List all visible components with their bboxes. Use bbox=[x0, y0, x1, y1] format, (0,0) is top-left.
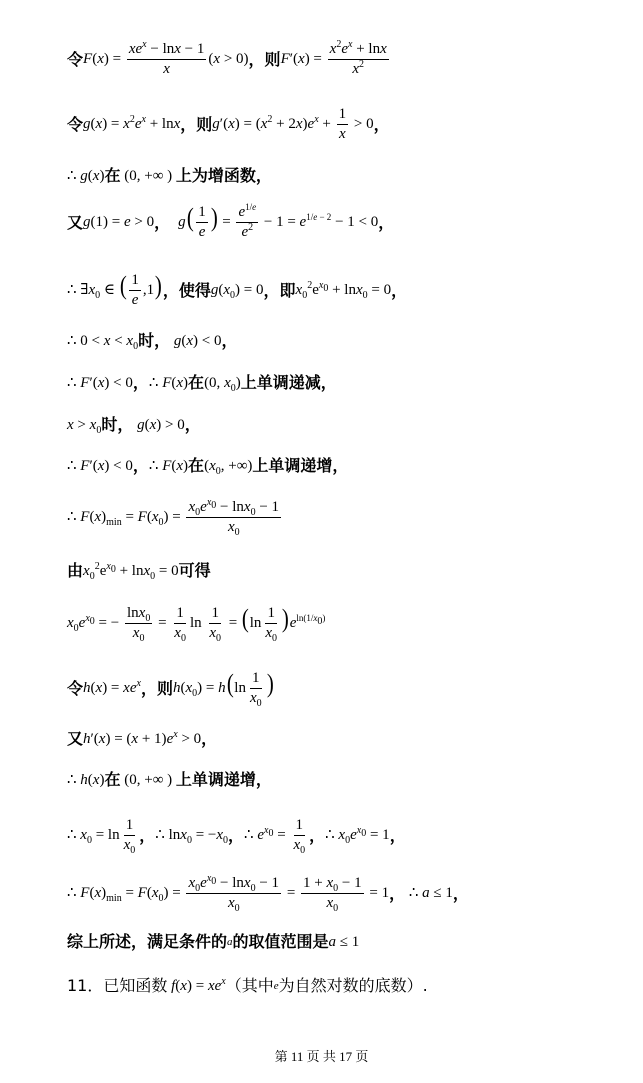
formula-F-prime: F′(x) = $\frac{x^2e^x + \ln x}{x^2}$ bbox=[280, 39, 387, 77]
line-6: ∴ $0 < x < x_0$ 时 ， g(x) < 0 ， bbox=[67, 331, 238, 352]
line-2-define-g: 令 $g(x) = x^2e^x + \ln x$ ， 则 $g'(x) = (x^2 + 2x)e^x$ + $\frac{1}{x}$ > 0 ， bbox=[67, 106, 390, 142]
line-13-define-h: 令 $h(x) = xe^x$ ， 则 $h(x_0) = h(\ln$ $\frac{1}{x_0}$ ) bbox=[67, 669, 274, 710]
line-19-question-11: 11．已知函数 $f(x) = xe^x$ （其中 e 为自然对数的底数）. bbox=[67, 975, 428, 995]
line-3-g-increasing: ∴ g(x) 在 (0, +∞ ) 上为增函数 ， bbox=[67, 166, 272, 185]
line-12: $x_0e^{x_0}$ = − $\frac{\ln x_0}{x_0}$ = $\frac{1}{x_0}$ ln $\frac{1}{x_0}$ = (ln $\frac{1}{x_0}$ )$e^{ln(1/x_0)}$ bbox=[67, 604, 326, 645]
line-16: ∴ $x_0 = \ln$ $\frac{1}{x_0}$ ， ∴ $\ln x_0 = -x_0$ ， ∴ $e^{x_0}$ = $\frac{1}{x_0}$ ， ∴ $x_0e^{x_0} = 1$ ， bbox=[67, 817, 406, 856]
line-5-exists-x0: ∴ $\exists x_0$ ∈ ( $\frac{1}{e}$ ,1) ， 使得 $g(x_0) = 0$ ， 即 $x_0^2e^{x_0} + \ln x_0 = 0$ ， bbox=[67, 271, 408, 309]
line-11: 由 $x_0^2e^{x_0} + \ln x_0 = 0$ 可得 bbox=[67, 560, 211, 582]
word-ling: 令 bbox=[67, 49, 84, 69]
line-18-conclusion: 综上所述，满足条件的 a 的取值范围是 a ≤ 1 bbox=[67, 932, 360, 951]
line-8: $x > x_0$ 时 ， g(x) > 0 ， bbox=[67, 415, 201, 436]
line-15: ∴ h(x) 在 (0, +∞ ) 上单调递增 ， bbox=[67, 770, 272, 789]
line-4-g-values: 又 g(1) = e > 0 ， g( $\frac{1}{e}$ ) = $\frac{e^{1/e}}{e^2}$ − $1 = e^{1/e - 2} - 1 < 0$ ， bbox=[67, 202, 395, 241]
line-17: ∴ $F(x)_{min} = F(x_0)$ = $\frac{x_0e^{x_0} - \ln x_0 - 1}{x_0}$ = $\frac{1 + x_0 - 1}{x_0}$ = 1 ， ∴ a ≤ 1 ， bbox=[67, 873, 469, 914]
line-10-Fmin: ∴ $F(x)_{min} = F(x_0)$ = $\frac{x_0e^{x_0} - \ln x_0 - 1}{x_0}$ bbox=[67, 497, 280, 538]
word-ze: 则 bbox=[264, 49, 281, 69]
formula-g-def: $g(x) = x^2e^x + \ln x$ bbox=[83, 114, 181, 132]
formula-F-def: F(x) = $\frac{xe^x - \ln x - 1}{x}$ (x > 0) bbox=[83, 39, 249, 77]
formula-g-1-over-e: g( $\frac{1}{e}$ ) = $\frac{e^{1/e}}{e^2}$ − $1 = e^{1/e - 2} - 1 < 0$ bbox=[178, 202, 379, 241]
line-9: ∴ F′(x) < 0 ， ∴ F(x) 在 ($x_0$, +∞) 上单调递增 ， bbox=[67, 456, 349, 477]
formula-g-prime: $g'(x) = (x^2 + 2x)e^x$ + $\frac{1}{x}$ > 0 bbox=[212, 106, 374, 142]
page-footer: 第 11 页 共 17 页 bbox=[274, 1049, 369, 1064]
line-1-define-F: 令 F(x) = $\frac{xe^x - \ln x - 1}{x}$ (x > 0) ， 则 F′(x) = $\frac{x^2e^x + \ln x}{x^2}$ bbox=[67, 42, 391, 77]
line-7: ∴ F′(x) < 0 ， ∴ F(x) 在 (0, $x_0$) 上单调递减 ， bbox=[67, 373, 337, 394]
line-14: 又 $h'(x) = (x + 1)e^x > 0$ ， bbox=[67, 728, 218, 748]
